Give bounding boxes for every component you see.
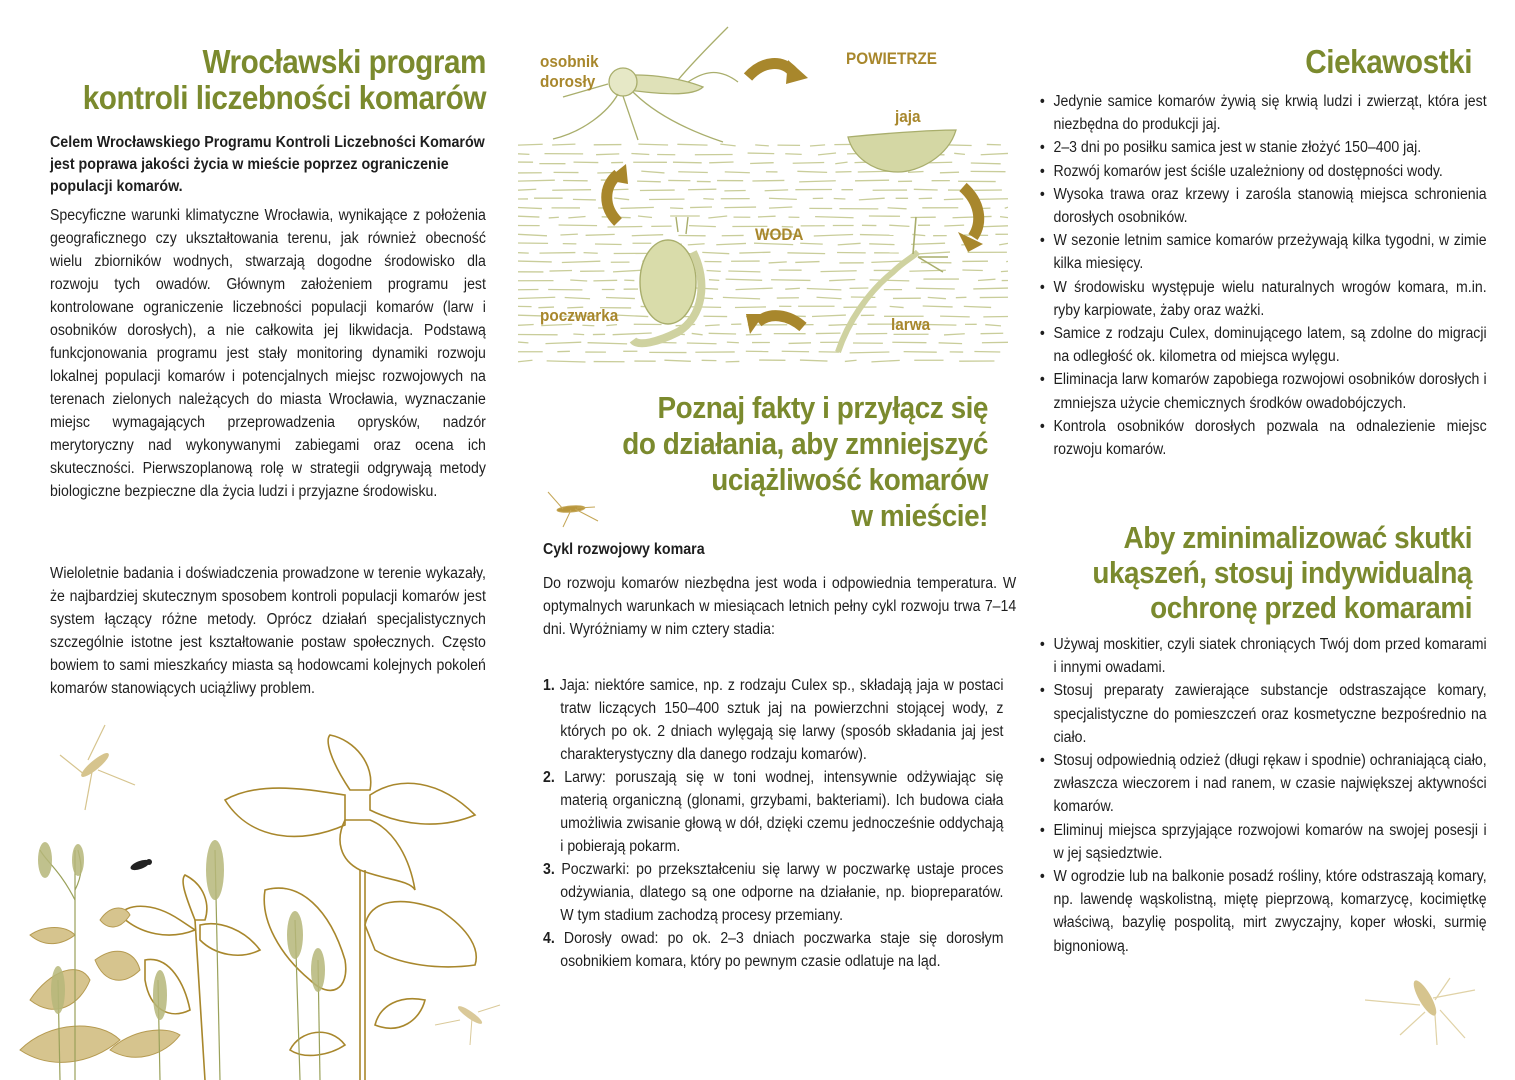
tips-title-line2: ukąszeń, stosuj indywidualną bbox=[1092, 555, 1472, 590]
water-dash bbox=[1000, 217, 1008, 218]
tips-list bbox=[1038, 633, 1487, 958]
label-pupa: poczwarka bbox=[540, 306, 619, 325]
cta-title-line4: w mieście! bbox=[851, 498, 988, 533]
program-paragraph-1: Specyficzne warunki klimatyczne Wrocławia, wynikające z położenia geograficznego czy ukształtowania terenu, jak również obecność wielu zbiorników wodnych, stwarzają dogodne środowisko dla rozwoju tych owadów. Głównym założeniem programu jest kontrolowane ograniczenie liczebności populacji komarów (larw i osobników dorosłych), a nie całkowita jej likwidacja. Podstawą funkcjonowania programu jest stały monitoring dynamiki rozwoju lokalnej populacji komarów i potencjalnych miejsc rozwojowych na terenach zielonych należących do miasta Wrocławia, wyznaczanie miejsc wymagających przeprowadzenia oprysków, nadzór merytoryczny nad wykonywanymi zabiegami oraz ocena ich skuteczności. Pierwszoplanową rolę w strategii odgrywają metody biologiczne bezpieczne dla życia ludzi i przyjazne środowisku. bbox=[50, 207, 486, 500]
mosquito-icon bbox=[60, 725, 135, 810]
label-air: POWIETRZE bbox=[846, 49, 937, 68]
cycle-heading: Cykl rozwojowy komara bbox=[543, 541, 705, 558]
list-item: • Używaj moskitier, czyli siatek chroniących Twój dom przed komarami i innymi owadami. bbox=[1038, 633, 1487, 679]
program-lead: Celem Wrocławskiego Programu Kontroli Liczebności Komarów jest poprawa jakości życia w mieście poprzez ograniczenie populacji komarów. bbox=[50, 134, 485, 195]
label-eggs: jaja bbox=[895, 107, 921, 126]
list-item: • Eliminacja larw komarów zapobiega rozwojowi osobników dorosłych i zmniejsza użycie chemicznych środków owadobójczych. bbox=[1038, 368, 1487, 414]
water-dash bbox=[999, 243, 1008, 244]
tips-title bbox=[1032, 520, 1472, 625]
right-column bbox=[1038, 0, 1487, 1080]
stage-number: 1. bbox=[543, 677, 555, 694]
stage-item bbox=[543, 674, 1003, 766]
stage-item bbox=[543, 766, 1003, 858]
list-item: • Samice z rodzaju Culex, dominującego latem, są zdolne do migracji na odległość ok. kilometra od miejsca wylęgu. bbox=[1038, 322, 1487, 368]
stage-item bbox=[543, 858, 1003, 927]
list-item: • W sezonie letnim samice komarów przeżywają kilka tygodni, w zimie kilka miesięcy. bbox=[1038, 229, 1487, 275]
program-paragraph-2: Wieloletnie badania i doświadczenia prowadzone w terenie wykazały, że najbardziej skutecznym sposobem kontroli populacji komarów jest system łączący różne metody. Oprócz działań specjalistycznych szczególnie istotne jest kształtowanie postaw społecznych. Często bowiem to sami mieszkańcy miasta są hodowcami kolejnych pokoleń komarów stanowiących uciążliwy problem. bbox=[50, 565, 486, 697]
cta-title-line3: uciążliwość komarów bbox=[711, 462, 988, 497]
list-item: • Wysoka trawa oraz krzewy i zarośla stanowią miejsca schronienia dorosłych osobników. bbox=[1038, 183, 1487, 229]
list-item: • W ogrodzie lub na balkonie posadź rośliny, które odstraszają komary, np. lawendę wąskolistną, miętę pieprzową, komarzycę, kocimiętkę właściwą, bazylię pospolitą, mirt zwyczajny, koper włoski, surmię bignoniową. bbox=[1038, 865, 1487, 958]
mosquito-icon bbox=[1365, 970, 1485, 1050]
list-item: • Kontrola osobników dorosłych pozwala na odnalezienie miejsc rozwoju komarów. bbox=[1038, 415, 1487, 461]
tips-title-line1: Aby zminimalizować skutki bbox=[1123, 520, 1472, 555]
stage-text: Jaja: niektóre samice, np. z rodzaju Culex sp., składają jaja w postaci tratw liczących 150–400 sztuk jaj na powierzchni stojącej wody, z których po ok. 2 dniach wylęgają się larwy (sposób składania jaj jest charakterystyczny dla danego rodzaju komarów). bbox=[559, 677, 1004, 763]
stage-number: 2. bbox=[543, 769, 555, 786]
stage-text: Poczwarki: po przekształceniu się larwy w poczwarkę ustaje proces odżywiania, dlatego są one odporne na działanie, np. biopreparatów. W tym stadium zachodzą procesy przemiany. bbox=[560, 861, 1004, 924]
water-dash bbox=[1005, 207, 1008, 208]
cycle-intro: Do rozwoju komarów niezbędna jest woda i odpowiednia temperatura. W optymalnych warunkach w miesiącach letnich pełny cykl rozwoju trwa 7–14 dni. Wyróżniamy w nim cztery stadia: bbox=[543, 575, 1017, 638]
stage-number: 4. bbox=[543, 930, 555, 947]
label-larva: larwa bbox=[891, 315, 931, 334]
cta-title-line1: Poznaj fakty i przyłącz się bbox=[657, 390, 988, 425]
program-title-line1: Wrocławski program bbox=[202, 43, 486, 80]
stage-text: Dorosły owad: po ok. 2–3 dniach poczwarka staje się dorosłym osobnikiem komara, który po pewnym czasie odlatuje na ląd. bbox=[560, 930, 1004, 970]
stage-item bbox=[543, 927, 1003, 973]
label-adult-line1: osobnik bbox=[540, 52, 599, 71]
list-item: • Stosuj odpowiednią odzież (długi rękaw i spodnie) ochraniającą ciało, zwłaszcza wieczorem i nad ranem, w czasie największej aktywności komarów. bbox=[1038, 749, 1487, 819]
list-item: • W środowisku występuje wielu naturalnych wrogów komara, m.in. ryby karpiowate, żaby oraz ważki. bbox=[1038, 276, 1487, 322]
stages-list bbox=[543, 674, 1004, 973]
list-item: • Rozwój komarów jest ściśle uzależniony od dostępności wody. bbox=[1038, 160, 1487, 183]
stage-text: Larwy: poruszają się w toni wodnej, intensywnie odżywiając się materią organiczną (glonami, grzybami, bakteriami). Ich budowa ciała umożliwia zwisanie głową w dół, dzięki czemu jednocześnie oddychają i pobierają pokarm. bbox=[560, 769, 1004, 855]
list-item: • Jedynie samice komarów żywią się krwią ludzi i zwierząt, która jest niezbędna do produkcji jaj. bbox=[1038, 90, 1487, 136]
list-item: • Eliminuj miejsca sprzyjające rozwojowi komarów na swojej posesji i w jej sąsiedztwie. bbox=[1038, 819, 1487, 865]
label-water: WODA bbox=[755, 225, 804, 244]
cta-title-line2: do działania, aby zmniejszyć bbox=[622, 426, 988, 461]
label-adult-line2: dorosły bbox=[540, 72, 596, 91]
list-item: • 2–3 dni po posiłku samica jest w stanie złożyć 150–400 jaj. bbox=[1038, 136, 1487, 159]
facts-title: Ciekawostki bbox=[1305, 43, 1472, 80]
herb-illustration bbox=[0, 720, 510, 1080]
middle-column bbox=[518, 0, 1017, 1080]
program-title bbox=[6, 44, 486, 116]
program-title-line2: kontroli liczebności komarów bbox=[82, 79, 486, 116]
mosquito-icon bbox=[543, 487, 603, 529]
fly-icon bbox=[129, 858, 152, 872]
tips-title-line3: ochronę przed komarami bbox=[1150, 590, 1472, 625]
facts-list bbox=[1038, 90, 1487, 461]
stage-number: 3. bbox=[543, 861, 555, 878]
list-item: • Stosuj preparaty zawierające substancje odstraszające komary, specjalistyczne do pomieszczeń oraz kosmetyczne bezpośrednio na ciało. bbox=[1038, 679, 1487, 749]
